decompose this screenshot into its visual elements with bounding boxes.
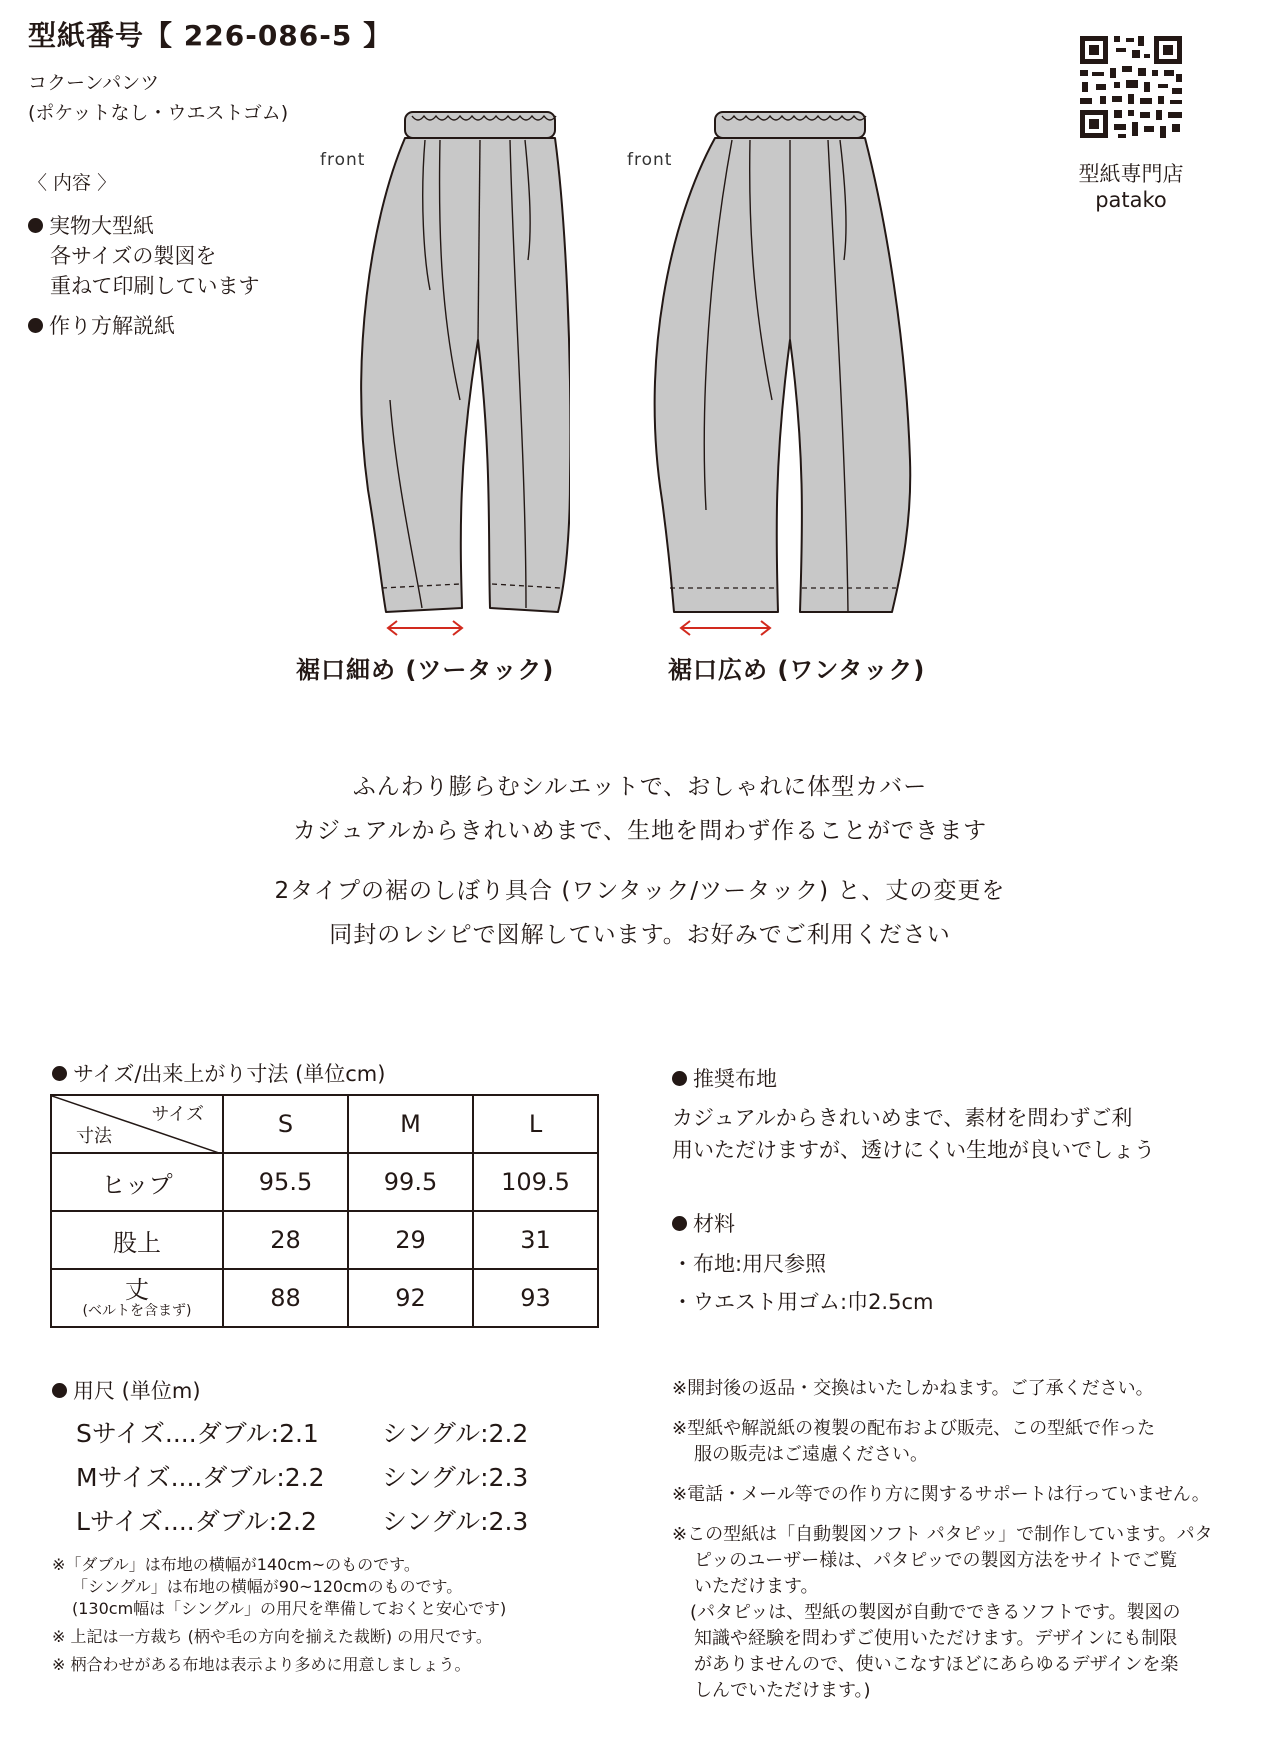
description-line-4: 同封のレシピで図解しています。お好みでご利用ください xyxy=(329,922,951,948)
table-cell: 31 xyxy=(473,1211,598,1269)
table-cell: 92 xyxy=(348,1269,473,1327)
size-table xyxy=(50,1094,599,1328)
pattern-number-title: 型紙番号【 226-086-5 】 xyxy=(28,19,393,52)
row-label-hip: ヒップ xyxy=(51,1153,223,1211)
table-cell: 93 xyxy=(473,1269,598,1327)
size-table-header-row xyxy=(51,1095,598,1153)
yardage-heading-text: 用尺 (単位m) xyxy=(73,1379,201,1403)
contents-item-1 xyxy=(28,210,154,240)
contents-item-1-line-1: 実物大型紙 xyxy=(49,214,154,238)
contents-item-2-label: 作り方解説紙 xyxy=(49,314,175,338)
pants-illustration-narrow-hem xyxy=(330,100,570,640)
notice-4-line-5: 知識や経験を問わずご使用いただけます。デザインにも制限 xyxy=(694,1628,1178,1649)
yardage-note-5: ※ 柄合わせがある布地は表示より多めに用意しましょう。 xyxy=(52,1655,471,1674)
size-table-corner-cell xyxy=(51,1095,223,1153)
row-label-length-note: (ベルトを含まず) xyxy=(82,1303,192,1319)
yardage-row-l-single: シングル:2.3 xyxy=(382,1507,529,1536)
notice-4-line-2: ピッのユーザー様は、パタピッでの製図方法をサイトでご覧 xyxy=(694,1550,1178,1571)
yardage-note-1: ※「ダブル」は布地の横幅が140cm~のものです。 xyxy=(52,1555,420,1574)
right-view-label: front xyxy=(627,150,673,170)
size-header-s: S xyxy=(223,1095,348,1153)
notice-2-line-1: ※型紙や解説紙の複製の配布および販売、この型紙で作った xyxy=(672,1418,1156,1439)
pants-body xyxy=(361,138,570,612)
contents-item-1-line-3: 重ねて印刷しています xyxy=(50,274,260,298)
contents-heading: 〈 内容 〉 xyxy=(28,172,117,194)
yardage-row-m-single: シングル:2.3 xyxy=(382,1463,529,1492)
fabric-heading-text: 推奨布地 xyxy=(693,1067,777,1091)
notice-1: ※開封後の返品・交換はいたしかねます。ご了承ください。 xyxy=(672,1378,1154,1399)
size-table-corner-top: サイズ xyxy=(151,1104,204,1125)
size-header-l: L xyxy=(473,1095,598,1153)
yardage-heading xyxy=(52,1375,201,1405)
materials-item-2: ・ウエスト用ゴム:巾2.5cm xyxy=(672,1290,934,1314)
fabric-heading xyxy=(672,1063,777,1093)
notice-4-line-4: (パタピッは、型紙の製図が自動でできるソフトです。製図の xyxy=(690,1602,1181,1623)
table-row xyxy=(51,1211,598,1269)
description-line-1: ふんわり膨らむシルエットで、おしゃれに体型カバー xyxy=(352,774,928,800)
materials-heading-text: 材料 xyxy=(693,1212,735,1236)
left-view-label: front xyxy=(320,150,366,170)
fabric-line-1: カジュアルからきれいめまで、素材を問わずご利 xyxy=(672,1106,1133,1130)
bullet-icon xyxy=(672,1071,687,1086)
bullet-icon xyxy=(28,318,43,333)
shop-name: 型紙専門店 xyxy=(1078,162,1184,186)
shop-brand: patako xyxy=(1095,188,1167,212)
bullet-icon xyxy=(672,1216,687,1231)
fabric-line-2: 用いただけますが、透けにくい生地が良いでしょう xyxy=(672,1138,1155,1162)
notice-2-line-2: 服の販売はご遠慮ください。 xyxy=(694,1444,928,1465)
wide-hem-arrow-icon xyxy=(678,618,773,638)
size-table-heading xyxy=(52,1058,385,1088)
narrow-hem-caption: 裾口細め (ツータック) xyxy=(296,656,555,684)
wide-hem-caption: 裾口広め (ワンタック) xyxy=(668,656,926,684)
contents-item-2 xyxy=(28,310,175,340)
bullet-icon xyxy=(52,1383,67,1398)
pants-body xyxy=(655,138,911,612)
table-cell: 109.5 xyxy=(473,1153,598,1211)
narrow-hem-arrow-icon xyxy=(385,618,465,638)
contents-item-1-line-2: 各サイズの製図を xyxy=(50,244,217,268)
notice-4-line-6: がありませんので、使いこなすほどにあらゆるデザインを楽 xyxy=(694,1654,1179,1675)
product-variant: (ポケットなし・ウエストゴム) xyxy=(28,102,289,124)
qr-code-icon xyxy=(1078,34,1184,140)
table-cell: 28 xyxy=(223,1211,348,1269)
table-cell: 88 xyxy=(223,1269,348,1327)
bullet-icon xyxy=(52,1066,67,1081)
size-header-m: M xyxy=(348,1095,473,1153)
notice-3: ※電話・メール等での作り方に関するサポートは行っていません。 xyxy=(672,1484,1210,1505)
notice-4-line-1: ※この型紙は「自動製図ソフト パタピッ」で制作しています。パタ xyxy=(672,1524,1213,1545)
product-name: コクーンパンツ xyxy=(28,72,160,94)
row-label-rise: 股上 xyxy=(51,1211,223,1269)
row-label-length-text: 丈 xyxy=(125,1276,149,1304)
yardage-row-l: Lサイズ....ダブル:2.2 xyxy=(76,1507,317,1536)
notice-4-line-7: しんでいただけます。) xyxy=(694,1680,871,1701)
materials-item-1: ・布地:用尺参照 xyxy=(672,1252,827,1276)
size-table-corner-bottom: 寸法 xyxy=(76,1126,112,1147)
table-cell: 95.5 xyxy=(223,1153,348,1211)
table-row xyxy=(51,1269,598,1327)
yardage-note-3: (130cm幅は「シングル」の用尺を準備しておくと安心です) xyxy=(72,1599,507,1618)
description-line-3: 2タイプの裾のしぼり具合 (ワンタック/ツータック) と、丈の変更を xyxy=(274,878,1006,904)
table-cell: 99.5 xyxy=(348,1153,473,1211)
pants-illustration-wide-hem xyxy=(640,100,920,640)
yardage-row-s-single: シングル:2.2 xyxy=(382,1419,529,1448)
size-table-heading-text: サイズ/出来上がり寸法 (単位cm) xyxy=(73,1062,386,1086)
yardage-row-s: Sサイズ....ダブル:2.1 xyxy=(76,1419,319,1448)
table-cell: 29 xyxy=(348,1211,473,1269)
bullet-icon xyxy=(28,218,43,233)
notice-4-line-3: いただけます。 xyxy=(694,1576,819,1597)
yardage-note-4: ※ 上記は一方裁ち (柄や毛の方向を揃えた裁断) の用尺です。 xyxy=(52,1627,492,1646)
yardage-row-m: Mサイズ....ダブル:2.2 xyxy=(76,1463,325,1492)
yardage-note-2: 「シングル」は布地の横幅が90~120cmのものです。 xyxy=(72,1577,463,1596)
table-row xyxy=(51,1153,598,1211)
row-label-length xyxy=(51,1269,223,1327)
description-line-2: カジュアルからきれいめまで、生地を問わず作ることができます xyxy=(292,818,988,844)
materials-heading xyxy=(672,1208,735,1238)
